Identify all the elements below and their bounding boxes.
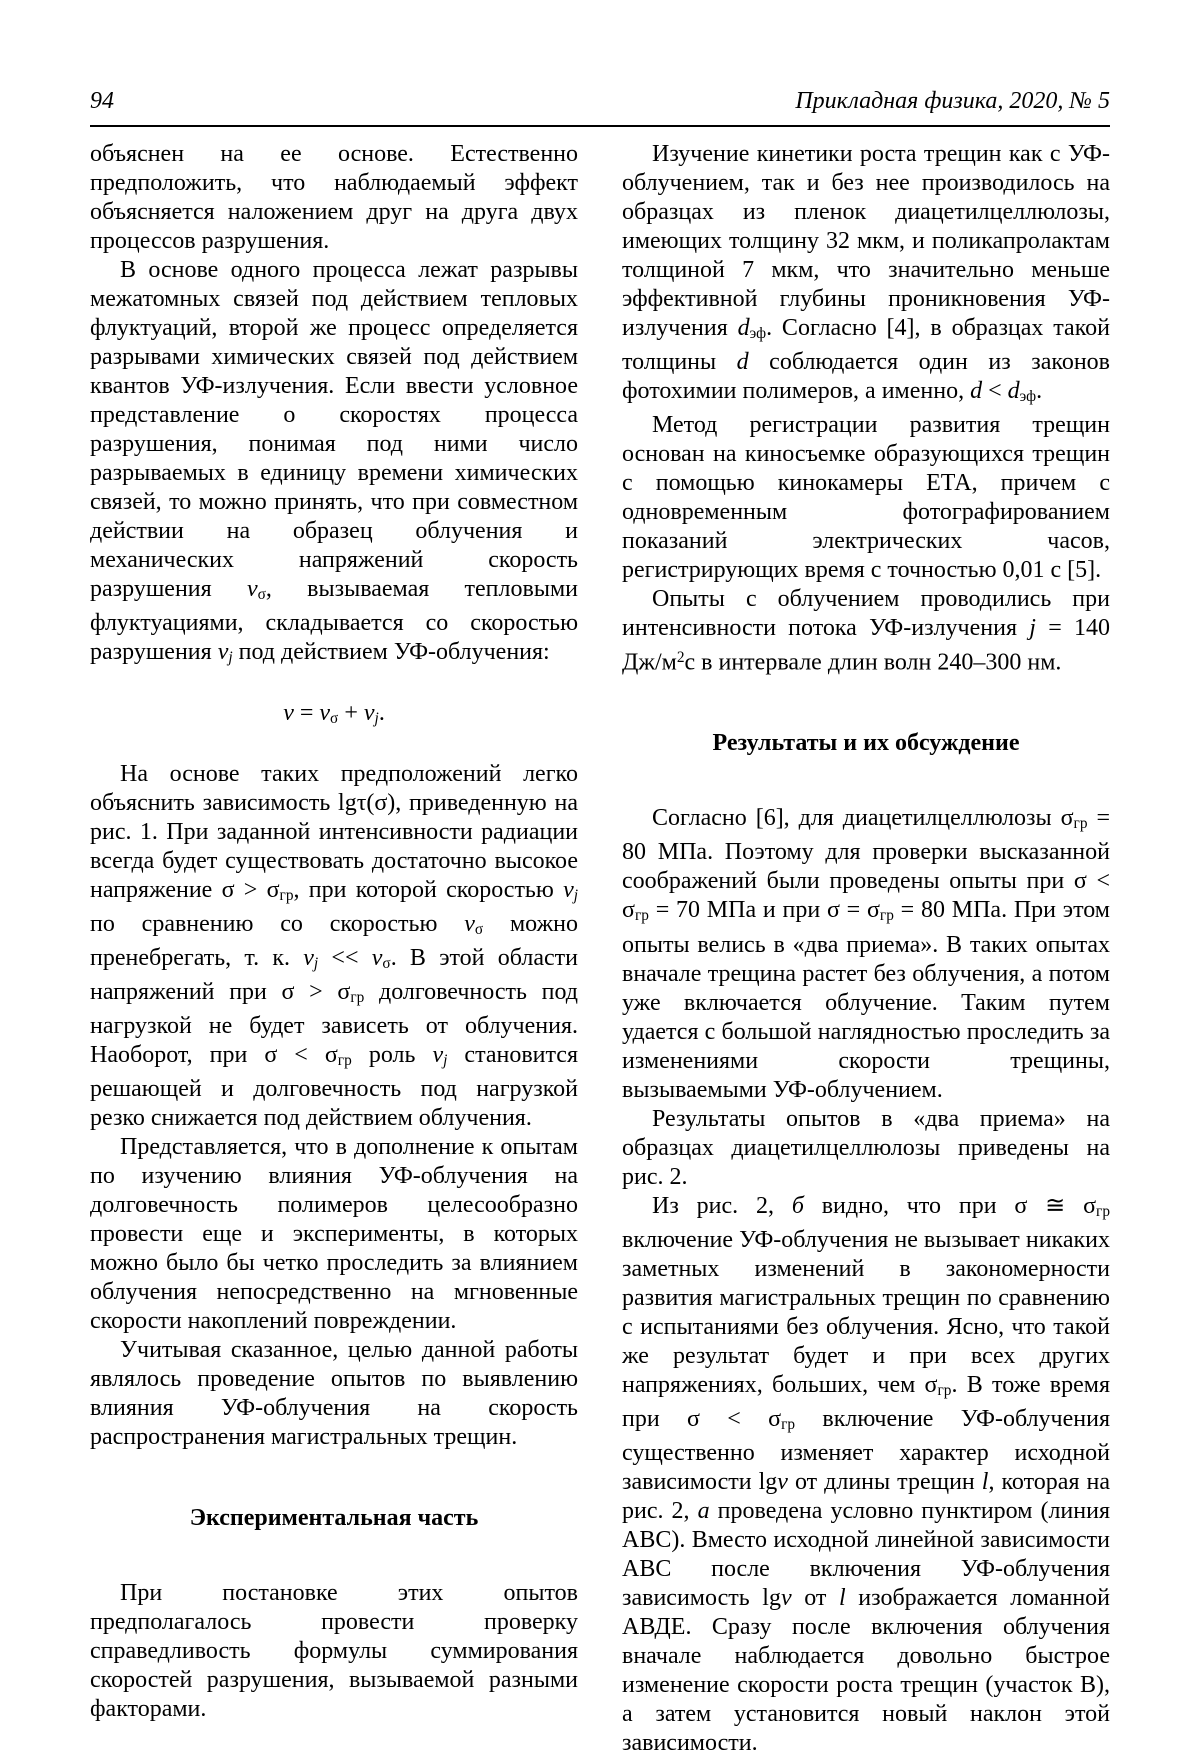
text-segment: l (981, 1468, 989, 1495)
text-segment: v (432, 1042, 444, 1069)
right-column (622, 140, 1110, 1758)
text-segment: σ (382, 954, 391, 972)
text-segment: d (736, 348, 749, 375)
paragraph: В основе одного процесса лежат разрывы межатомных связей под действием тепловых флуктуаций, второй же процесс определяется разрывами химических связей под действием квантов УФ-излучения. Если ввести условное представление о скоростях процесса разрушения, понимая под ними число разрываемых в единицу времени химических связей, то можно принять, что при совместном действии на образец облучения и механических напряжений скорость разрушения $v_\sigma$, вызываемая тепловыми флуктуациями, складывается со скоростью разрушения vj под действием УФ-облучения: (90, 256, 578, 666)
text-segment: эф (749, 324, 767, 342)
text-segment: j (313, 954, 319, 972)
text-segment: v (303, 944, 314, 971)
text-segment: гр (781, 1415, 796, 1433)
text-segment: 2 (676, 648, 685, 666)
text-segment: гр (1096, 1202, 1110, 1220)
text-segment: гр (350, 989, 365, 1007)
page-number: 94 (90, 88, 114, 114)
text-segment: v (371, 944, 383, 971)
text-segment: v (217, 638, 229, 665)
formula: $v = v_\sigma$ + vj. (283, 699, 385, 727)
text-segment: гр (937, 1381, 952, 1399)
paragraph: Представляется, что в дополнение к опытам по изучению влияния УФ-облучения на долговечность полимеров целесообразно провести еще и эксперименты, в которых можно было бы четко проследить за влиянием облучения непосредственно на мгновенные скорости накоплений повреждении. (90, 1134, 578, 1335)
paragraph: объяснен на ее основе. Естественно предположить, что наблюдаемый эффект объясняется наложением друг на друга двух процессов разрушения. (90, 140, 578, 254)
left-column (90, 140, 578, 1758)
text-segment: эф (1019, 387, 1037, 405)
text-segment: v (464, 910, 475, 937)
two-column-body (90, 140, 1110, 1758)
text-segment: j (573, 886, 578, 904)
section-heading: Экспериментальная часть (189, 1505, 479, 1532)
text-segment: d (1007, 377, 1020, 404)
paragraph: Метод регистрации развития трещин основан на киносъемке образующихся трещин с помощью кинокамеры ЕТА, причем с одновременным фотографированием показаний электрических часов, регистрирующих время с точностью 0,01 с [5]. (622, 411, 1110, 583)
text-segment: гр (279, 886, 294, 904)
text-segment: v (283, 699, 294, 726)
text-segment: j (374, 709, 379, 727)
text-segment: j (1029, 614, 1036, 641)
text-segment: а (697, 1497, 710, 1524)
paragraph: Результаты опытов в «два приема» на образцах диацетилцеллюлозы приведены на рис. 2. (622, 1105, 1110, 1190)
text-segment: гр (634, 907, 649, 925)
paragraph: На основе таких предположений легко объяснить зависимость lgτ(σ), приведенную на рис. 1. При заданной интенсивности радиации всегда будет существовать достаточно высокое напряжение $\sigma > \sigma_{гр}$, при которой скоростью vj по сравнению со скоростью $v_\sigma$ можно пренебрегать, т. к. vj << $v_\sigma$. В этой области напряжений при $\sigma > \sigma_{гр}$ долговечность под нагрузкой не будет зависеть от облучения. Наоборот, при $\sigma < \sigma_{гр}$ роль vj становится решающей и долговечность под нагрузкой резко снижается под действием облучения. (90, 760, 579, 1132)
text-segment: v (246, 575, 258, 602)
text-segment: d (970, 377, 983, 404)
paragraph: Учитывая сказанное, целью данной работы являлось проведение опытов по выявлению влияния УФ-облучения на скорость распространения магистральных трещин. (90, 1337, 578, 1451)
text-segment: v (777, 1468, 788, 1495)
text-segment: v (780, 1584, 792, 1611)
text-segment: j (443, 1052, 448, 1070)
text-segment: v (563, 876, 574, 903)
text-segment: v (319, 699, 331, 726)
text-segment: гр (337, 1052, 352, 1070)
journal-title: Прикладная физика, 2020, № 5 (795, 88, 1110, 114)
text-segment: гр (879, 907, 894, 925)
paragraph: Изучение кинетики роста трещин как с УФ-облучением, так и без нее производилось на образцах из пленок диацетилцеллюлозы, имеющих толщину 32 мкм, и поликапролактам толщиной 7 мкм, что значительно меньше эффективной глубины проникновения УФ-излучения $d_{эф}$. Согласно [4], в образцах такой толщины d соблюдается один из законов фотохимии полимеров, а именно, $d < d_{эф}$. (622, 140, 1110, 405)
text-segment: v (363, 699, 375, 726)
text-segment: σ (257, 585, 266, 603)
paragraph: Из рис. 2, б видно, что при σ ≅ $\sigma_{гр}$ включение УФ-облучения не вызывает никаких заметных изменений в закономерности развития магистральных трещин по сравнению с испытаниями без облучения. Ясно, что такой же результат будет и при всех других напряжениях, больших, чем $\sigma_{гр}$. В тоже время при $\sigma < \sigma_{гр}$ включение УФ-облучения существенно изменяет характер исходной зависимости lgv от длины трещин l, которая на рис. 2, а проведена условно пунктиром (линия АВС). Вместо исходной линейной зависимости АВС после включения УФ-облучения зависимость lgv от l изображается ломанной АВДЕ. Сразу после включения облучения вначале наблюдается довольно быстрое изменение скорости роста трещин (участок В), а затем установится новый наклон этой зависимости. (622, 1192, 1111, 1756)
text-segment: σ (474, 920, 484, 938)
header-rule (90, 125, 1110, 127)
section-heading: Результаты и их обсуждение (712, 730, 1020, 757)
paragraph: Согласно [6], для диацетилцеллюлозы $\sigma_{гр} = 80$ МПа. Поэтому для проверки высказанной соображений были проведены опыты при $\sigma < \sigma_{гр} = 70$ МПа и при $\sigma = \sigma_{гр} = 80$ МПа. При этом опыты велись в «два приема». В таких опытах вначале трещина растет без облучения, а потом уже включается облучение. Таким путем удается с большой наглядностью проследить за изменениями скорости трещины, вызываемыми УФ-облучением. (622, 805, 1110, 1103)
text-segment: d (737, 314, 750, 341)
text-segment: гр (1073, 815, 1088, 833)
page-header (90, 88, 1110, 116)
text-segment: l (839, 1584, 846, 1611)
paragraph: Опыты с облучением проводились при интенсивности потока УФ-излучения j = 140 $Дж/м^2с$ в интервале длин волн 240–300 нм. (622, 585, 1110, 676)
text-segment: j (228, 648, 233, 666)
text-segment: σ (330, 709, 339, 727)
paragraph: При постановке этих опытов предполагалось провести проверку справедливость формулы суммирования скоростей разрушения, вызываемой разными факторами. (90, 1580, 578, 1723)
text-segment: б (791, 1192, 804, 1219)
